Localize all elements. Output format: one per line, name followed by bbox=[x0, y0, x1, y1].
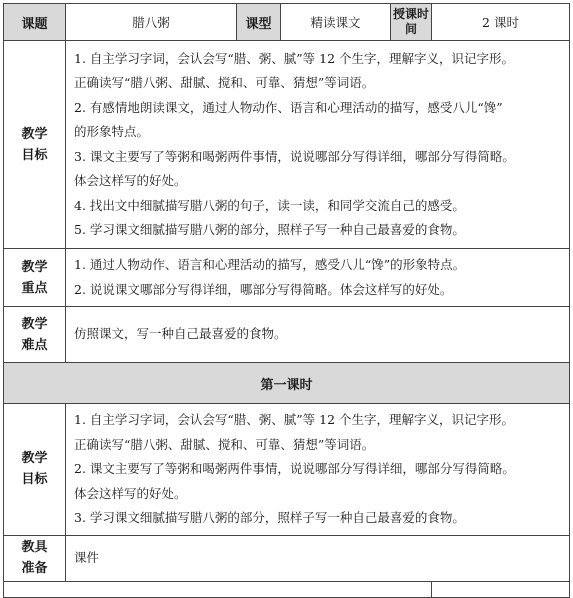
key-points-label bbox=[4, 249, 66, 307]
objective-line: 1. 自主学习字词，会认会写“腊、粥、腻”等 12 个生字，理解字义，识记字形。 bbox=[74, 50, 515, 66]
objective-line: 的形象特点。 bbox=[74, 124, 150, 139]
lesson1-objectives-label-text: 教学目标 bbox=[21, 451, 48, 488]
materials-label-text: 教具准备 bbox=[21, 540, 48, 576]
lesson-plan-table bbox=[3, 3, 570, 598]
objectives-row bbox=[4, 41, 570, 249]
materials-row bbox=[4, 535, 570, 581]
key-points-label-text: 教学重点 bbox=[21, 259, 48, 296]
lesson1-objectives-row bbox=[4, 404, 570, 536]
materials-label bbox=[4, 535, 66, 581]
objective-line: 5. 学习课文细腻描写腊八粥的部分，照样子写一种自己最喜爱的食物。 bbox=[74, 222, 465, 237]
objectives-label-text: 教学目标 bbox=[21, 126, 48, 163]
materials-value: 课件 bbox=[66, 535, 570, 581]
next-row-cell-right bbox=[432, 581, 570, 597]
key-point-line: 1. 通过人物动作、语言和心理活动的描写，感受八儿“馋”的形象特点。 bbox=[74, 257, 466, 272]
difficulties-row bbox=[4, 307, 570, 363]
next-row-partial bbox=[4, 581, 570, 597]
objective-line: 正确读写“腊八粥、甜腻、搅和、可靠、猜想”等词语。 bbox=[74, 75, 375, 90]
objective-line: 4. 找出文中细腻描写腊八粥的句子，读一读，和同学交流自己的感受。 bbox=[74, 197, 465, 213]
hours-label: 授课时间 bbox=[391, 4, 432, 41]
difficulties-content bbox=[66, 307, 570, 363]
lesson1-objective-line: 3. 学习课文细腻描写腊八粥的部分，照样子写一种自己最喜爱的食物。 bbox=[74, 510, 465, 525]
objective-line: 3. 课文主要写了等粥和喝粥两件事情，说说哪部分写得详细，哪部分写得简略。 bbox=[74, 148, 515, 164]
next-row-cell-left bbox=[4, 581, 432, 597]
objective-line: 2. 有感情地朗读课文，通过人物动作、语言和心理活动的描写，感受八儿“馋” bbox=[74, 99, 503, 115]
header-row bbox=[4, 4, 570, 41]
lesson1-objective-line: 1. 自主学习字词，会认会写“腊、粥、腻”等 12 个生字，理解字义，识记字形。 bbox=[74, 412, 515, 427]
hours-value: 2 课时 bbox=[432, 4, 570, 41]
title-value: 腊八粥 bbox=[66, 4, 237, 41]
type-value: 精读课文 bbox=[281, 4, 391, 41]
lesson1-objective-line: 正确读写“腊八粥、甜腻、搅和、可靠、猜想”等词语。 bbox=[74, 436, 375, 452]
key-point-line: 2. 说说课文哪部分写得详细，哪部分写得简略。体会这样写的好处。 bbox=[74, 281, 453, 297]
title-label: 课题 bbox=[4, 4, 66, 41]
objective-line: 体会这样写的好处。 bbox=[74, 173, 187, 188]
difficulties-label bbox=[4, 307, 66, 363]
objectives-label bbox=[4, 41, 66, 249]
objectives-content bbox=[66, 41, 570, 249]
section-row bbox=[4, 363, 570, 404]
lesson1-objectives-content bbox=[66, 404, 570, 536]
type-label: 课型 bbox=[237, 4, 281, 41]
lesson1-objective-line: 体会这样写的好处。 bbox=[74, 485, 187, 501]
lesson1-objective-line: 2. 课文主要写了等粥和喝粥两件事情，说说哪部分写得详细，哪部分写得简略。 bbox=[74, 461, 515, 476]
difficulties-label-text: 教学难点 bbox=[21, 316, 48, 353]
difficulty-line: 仿照课文，写一种自己最喜爱的食物。 bbox=[74, 326, 287, 342]
key-points-content bbox=[66, 249, 570, 307]
key-points-row bbox=[4, 249, 570, 307]
section-title: 第一课时 bbox=[4, 363, 570, 404]
lesson1-objectives-label bbox=[4, 404, 66, 536]
